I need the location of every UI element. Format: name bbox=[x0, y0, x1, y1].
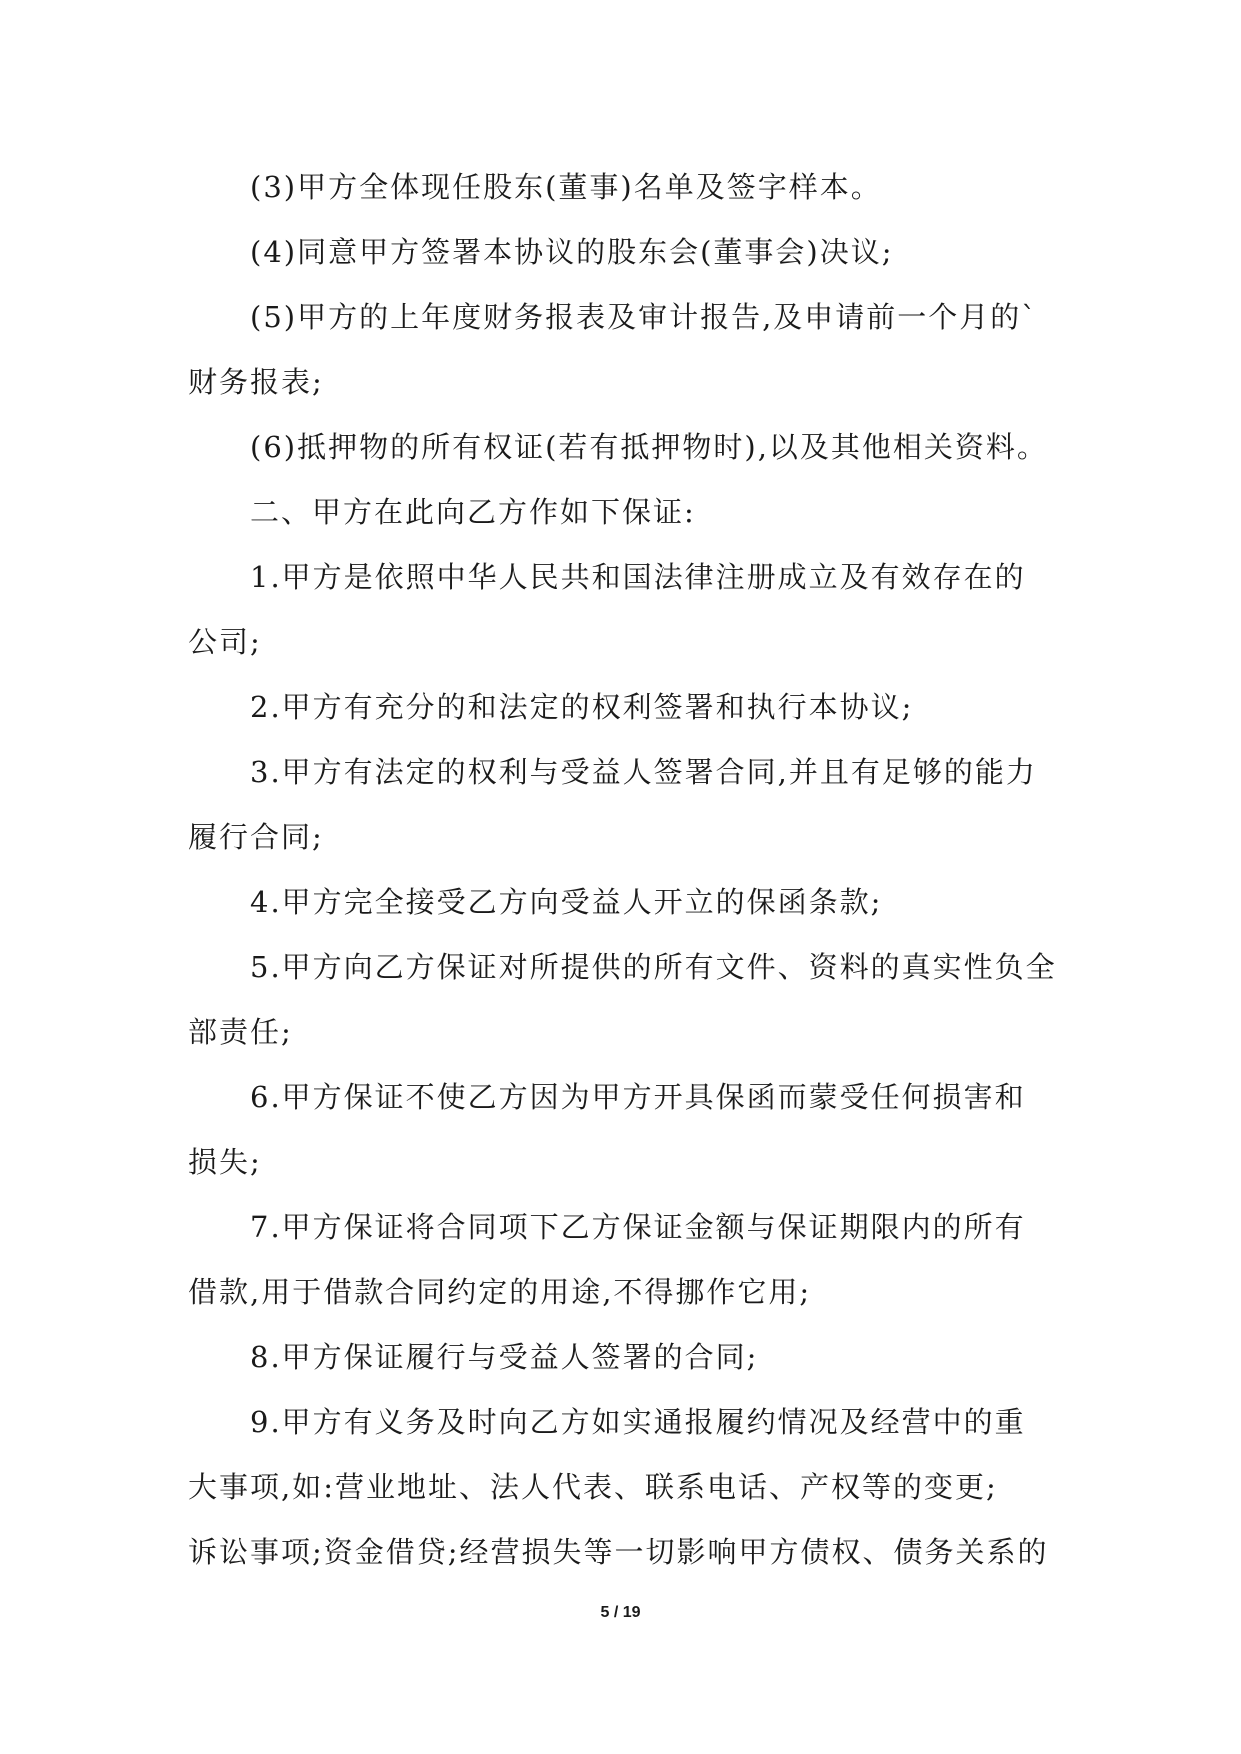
paragraph-line: 部责任; bbox=[188, 1015, 293, 1049]
paragraph-line: 3.甲方有法定的权利与受益人签署合同,并且有足够的能力 bbox=[250, 755, 1037, 789]
paragraph-line: (3)甲方全体现任股东(董事)名单及签字样本。 bbox=[250, 170, 882, 204]
paragraph bbox=[188, 870, 1068, 935]
paragraph-line: 财务报表; bbox=[188, 365, 324, 399]
paragraph bbox=[188, 740, 1068, 870]
page-number: 5 / 19 bbox=[600, 1604, 641, 1621]
paragraph-line: 5.甲方向乙方保证对所提供的所有文件、资料的真实性负全 bbox=[250, 950, 1057, 984]
paragraph bbox=[188, 1065, 1068, 1195]
paragraph-line: 损失; bbox=[188, 1145, 262, 1179]
paragraph-line: 大事项,如:营业地址、法人代表、联系电话、产权等的变更; bbox=[188, 1470, 998, 1504]
paragraph bbox=[188, 220, 1068, 285]
paragraph-line: (5)甲方的上年度财务报表及审计报告,及申请前一个月的` bbox=[250, 300, 1038, 334]
paragraph bbox=[188, 1195, 1068, 1325]
paragraph-line: 8.甲方保证履行与受益人签署的合同; bbox=[250, 1340, 759, 1374]
paragraph bbox=[188, 480, 1068, 545]
paragraph bbox=[188, 1325, 1068, 1390]
paragraph-line: 1.甲方是依照中华人民共和国法律注册成立及有效存在的 bbox=[250, 560, 1026, 594]
paragraph-line: (6)抵押物的所有权证(若有抵押物时),以及其他相关资料。 bbox=[250, 430, 1048, 464]
paragraph-line: (4)同意甲方签署本协议的股东会(董事会)决议; bbox=[250, 235, 894, 269]
paragraph-line: 公司; bbox=[188, 625, 262, 659]
paragraph-line: 2.甲方有充分的和法定的权利签署和执行本协议; bbox=[250, 690, 914, 724]
paragraph-line: 6.甲方保证不使乙方因为甲方开具保函而蒙受任何损害和 bbox=[250, 1080, 1026, 1114]
paragraph bbox=[188, 935, 1068, 1065]
paragraph-line: 二、甲方在此向乙方作如下保证: bbox=[250, 495, 696, 529]
paragraph bbox=[188, 285, 1068, 415]
paragraph-line: 4.甲方完全接受乙方向受益人开立的保函条款; bbox=[250, 885, 883, 919]
document-body bbox=[188, 155, 1068, 1585]
paragraph bbox=[188, 415, 1068, 480]
paragraph bbox=[188, 1390, 1068, 1585]
paragraph bbox=[188, 155, 1068, 220]
paragraph-line: 履行合同; bbox=[188, 820, 324, 854]
paragraph bbox=[188, 675, 1068, 740]
paragraph-line: 9.甲方有义务及时向乙方如实通报履约情况及经营中的重 bbox=[250, 1405, 1026, 1439]
paragraph-line: 诉讼事项;资金借贷;经营损失等一切影响甲方债权、债务关系的 bbox=[188, 1535, 1049, 1569]
paragraph bbox=[188, 545, 1068, 675]
paragraph-line: 7.甲方保证将合同项下乙方保证金额与保证期限内的所有 bbox=[250, 1210, 1026, 1244]
paragraph-line: 借款,用于借款合同约定的用途,不得挪作它用; bbox=[188, 1275, 812, 1309]
